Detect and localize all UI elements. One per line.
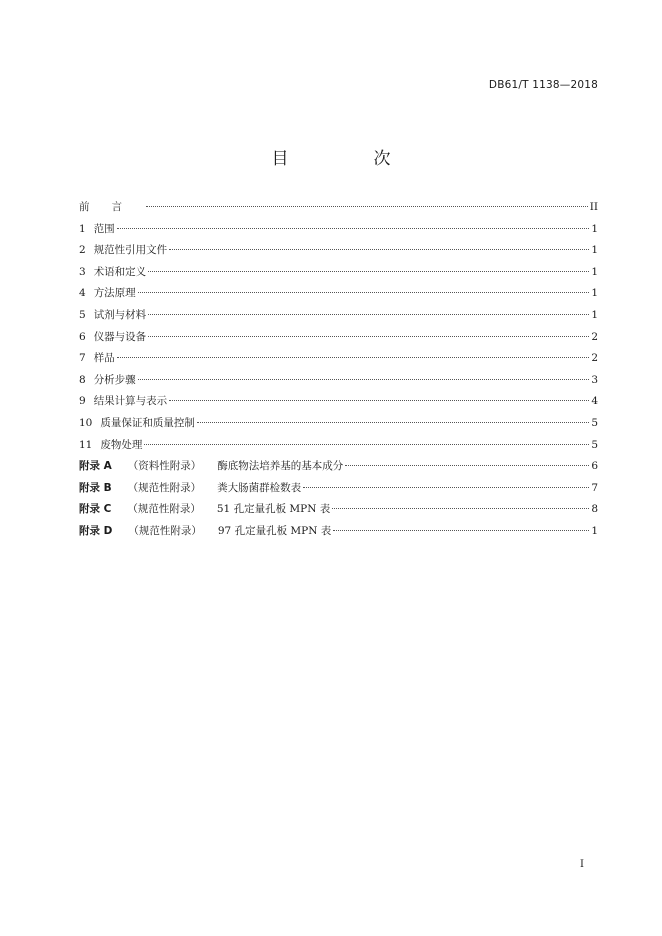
toc-entry-title: 样品 — [93, 352, 115, 365]
toc-entry-foreword[interactable] — [79, 199, 598, 221]
toc-entry-page: 5 — [591, 416, 598, 429]
toc-entry-title: 酶底物法培养基的基本成分 — [217, 460, 344, 473]
toc-entry-page: 6 — [591, 460, 598, 473]
toc-entry-page: II — [589, 201, 598, 213]
toc-entry-number: 2 — [79, 244, 86, 257]
dot-leader — [197, 422, 589, 423]
toc-entry-appendix-a[interactable] — [79, 458, 598, 480]
toc-entry-page: 2 — [591, 352, 598, 365]
toc-entry-title: 质量保证和质量控制 — [100, 416, 195, 429]
dot-leader — [148, 314, 589, 315]
toc-entry-title: 前言 — [79, 201, 144, 213]
toc-entry-page: 5 — [591, 438, 598, 451]
toc-entry-page: 1 — [591, 524, 598, 537]
dot-leader — [117, 228, 590, 229]
toc-entry-appendix-d[interactable] — [79, 523, 598, 545]
toc-entry-page: 1 — [591, 308, 598, 321]
dot-leader — [117, 357, 590, 358]
toc-entry-number: 5 — [79, 308, 86, 321]
toc-entry-page: 7 — [591, 481, 598, 494]
toc-entry-title: 结果计算与表示 — [93, 395, 168, 408]
dot-leader — [169, 249, 589, 250]
toc-entry[interactable] — [79, 372, 598, 394]
toc-entry[interactable] — [79, 329, 598, 351]
toc-entry-number: 6 — [79, 330, 86, 343]
dot-leader — [332, 508, 589, 509]
dot-leader — [144, 444, 589, 445]
toc-entry[interactable] — [79, 415, 598, 437]
toc-entry[interactable] — [79, 221, 598, 243]
toc-entry-title: 废物处理 — [100, 438, 143, 451]
toc-entry-title: 方法原理 — [93, 287, 136, 300]
toc-entry-number: 3 — [79, 265, 86, 278]
toc-entry-title: 仪器与设备 — [93, 330, 147, 343]
toc-title: 目 次 — [271, 149, 425, 169]
toc-entry-title: 97 孔定量孔板 MPN 表 — [217, 524, 332, 537]
document-code: DB61/T 1138—2018 — [488, 79, 598, 91]
dot-leader — [138, 292, 590, 293]
toc-entry-title: 术语和定义 — [93, 265, 147, 278]
dot-leader — [345, 465, 589, 466]
appendix-label: 附录 D — [79, 524, 113, 537]
appendix-kind: （资料性附录） — [127, 460, 202, 473]
toc-entry-page: 4 — [591, 395, 598, 408]
dot-leader — [148, 336, 589, 337]
toc-entry-title: 粪大肠菌群检数表 — [217, 481, 302, 494]
appendix-kind: （规范性附录） — [127, 481, 202, 494]
toc-entry-appendix-b[interactable] — [79, 480, 598, 502]
toc-entry-title: 51 孔定量孔板 MPN 表 — [216, 503, 331, 516]
toc-entry-number: 10 — [79, 416, 93, 429]
toc-entry-appendix-c[interactable] — [79, 501, 598, 523]
dot-leader — [169, 400, 589, 401]
toc-entry[interactable] — [79, 264, 598, 286]
toc-entry[interactable] — [79, 307, 598, 329]
table-of-contents — [79, 199, 598, 545]
toc-entry-page: 1 — [591, 244, 598, 257]
toc-entry[interactable] — [79, 350, 598, 372]
toc-entry-title: 规范性引用文件 — [93, 244, 168, 257]
toc-entry-page: 1 — [591, 287, 598, 300]
appendix-kind: （规范性附录） — [128, 524, 202, 537]
toc-entry-page: 1 — [591, 265, 598, 278]
page-number: I — [580, 859, 584, 870]
toc-entry-page: 1 — [591, 222, 598, 235]
toc-entry[interactable] — [79, 285, 598, 307]
toc-entry-number: 9 — [79, 395, 86, 408]
dot-leader — [138, 379, 590, 380]
appendix-label: 附录 B — [79, 481, 112, 494]
toc-entry-number: 8 — [79, 373, 86, 386]
dot-leader — [303, 487, 589, 488]
toc-entry[interactable] — [79, 437, 598, 459]
toc-entry-title: 范围 — [93, 222, 115, 235]
toc-entry[interactable] — [79, 242, 598, 264]
toc-entry-number: 4 — [79, 287, 86, 300]
dot-leader — [333, 530, 589, 531]
dot-leader — [148, 271, 589, 272]
toc-entry-page: 3 — [591, 373, 598, 386]
dot-leader — [146, 206, 588, 207]
toc-entry-number: 7 — [79, 352, 86, 365]
toc-entry-page: 2 — [591, 330, 598, 343]
toc-entry[interactable] — [79, 393, 598, 415]
appendix-label: 附录 C — [79, 503, 112, 516]
toc-entry-title: 分析步骤 — [93, 373, 136, 386]
appendix-label: 附录 A — [79, 460, 112, 473]
toc-entry-number: 11 — [79, 438, 93, 451]
appendix-kind: （规范性附录） — [127, 503, 201, 516]
toc-entry-title: 试剂与材料 — [93, 308, 147, 321]
toc-entry-page: 8 — [591, 503, 598, 516]
toc-entry-number: 1 — [79, 222, 86, 235]
